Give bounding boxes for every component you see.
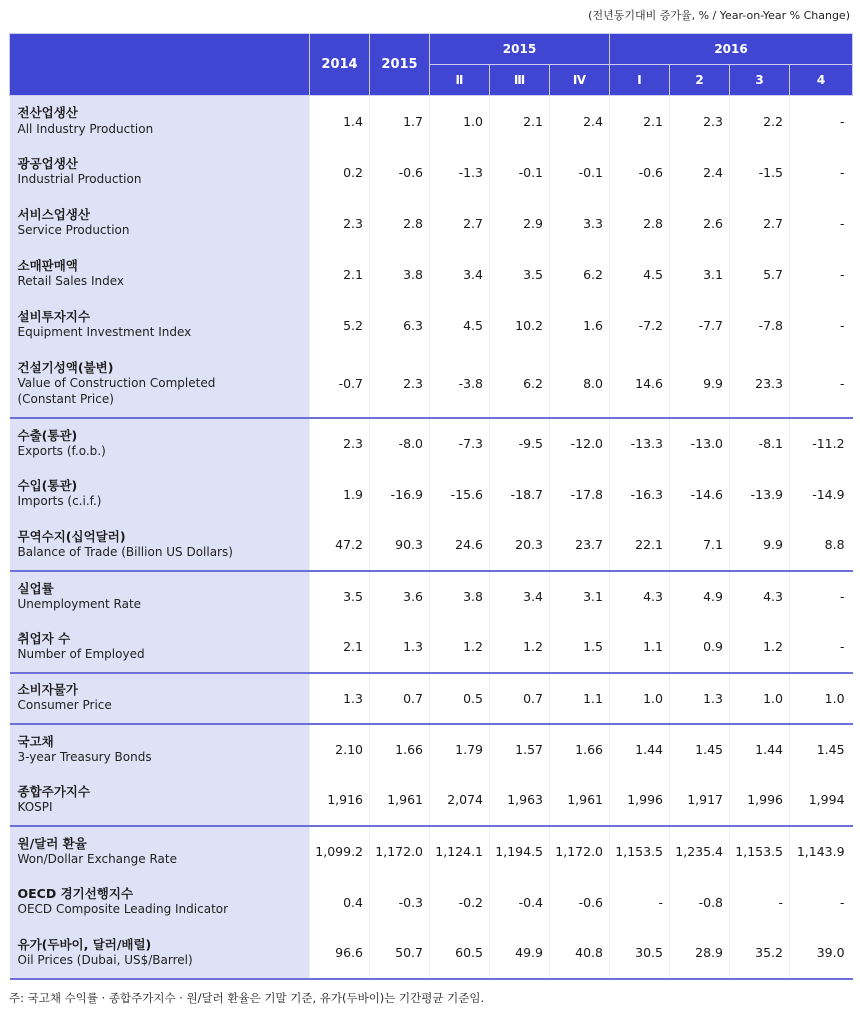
table-cell: 2.1 <box>310 622 370 673</box>
table-cell: 2.10 <box>310 724 370 775</box>
table-cell: 1.66 <box>550 724 610 775</box>
table-cell: 1.0 <box>610 673 670 724</box>
table-cell: -11.2 <box>790 418 853 469</box>
table-cell: -7.8 <box>730 300 790 351</box>
table-cell: 1.44 <box>730 724 790 775</box>
table-cell: -0.7 <box>310 351 370 418</box>
row-label-english: KOSPI <box>17 799 53 814</box>
table-cell: -14.6 <box>670 469 730 520</box>
row-label-english: Industrial Production <box>17 172 142 187</box>
table-cell: 1,961 <box>370 775 430 826</box>
table-row <box>10 724 853 775</box>
row-label-english: Oil Prices (Dubai, US$/Barrel) <box>17 952 193 967</box>
table-cell: 2.7 <box>730 198 790 249</box>
table-cell: 1.3 <box>310 673 370 724</box>
table-cell: 2.1 <box>310 249 370 300</box>
table-row <box>10 351 853 418</box>
table-cell: 3.5 <box>310 571 370 622</box>
table-cell: 9.9 <box>670 351 730 418</box>
row-label-english: Balance of Trade (Billion US Dollars) <box>17 544 233 559</box>
table-cell: 39.0 <box>790 928 853 979</box>
row-label-english: Number of Employed <box>17 646 145 661</box>
table-cell: 1.3 <box>670 673 730 724</box>
table-cell: -0.6 <box>550 877 610 928</box>
table-cell: -1.3 <box>430 147 490 198</box>
table-cell: 3.5 <box>490 249 550 300</box>
table-cell: -8.0 <box>370 418 430 469</box>
table-cell: 3.6 <box>370 571 430 622</box>
economic-indicators-table <box>9 33 853 980</box>
header-group-2015: 2015 <box>430 34 610 65</box>
row-label <box>10 147 310 198</box>
row-label-english: Value of Construction Completed <box>17 376 216 391</box>
row-label-korean: OECD 경기선행지수 <box>17 886 134 902</box>
table-cell: 2.4 <box>550 96 610 147</box>
header-2015-q3: Ⅲ <box>490 65 550 96</box>
row-label <box>10 469 310 520</box>
footnote: 주: 국고채 수익률 · 종합주가지수 · 원/달러 환율은 기말 기준, 유가(두바이)는 기간평균 기준임. <box>9 991 485 1005</box>
table-cell: 2.1 <box>490 96 550 147</box>
table-cell: 6.2 <box>490 351 550 418</box>
row-label <box>10 300 310 351</box>
table-cell: 3.4 <box>430 249 490 300</box>
table-cell: 40.8 <box>550 928 610 979</box>
table-cell: -14.9 <box>790 469 853 520</box>
table-cell: 1.9 <box>310 469 370 520</box>
row-label-english: Retail Sales Index <box>17 274 125 289</box>
header-2015-q2: Ⅱ <box>430 65 490 96</box>
table-cell: 49.9 <box>490 928 550 979</box>
table-cell: 2.8 <box>370 198 430 249</box>
table-cell: -13.3 <box>610 418 670 469</box>
table-cell: -8.1 <box>730 418 790 469</box>
row-label-korean: 국고채 <box>17 733 54 749</box>
table-cell: -16.3 <box>610 469 670 520</box>
table-row <box>10 622 853 673</box>
row-label-korean: 취업자 수 <box>17 630 71 646</box>
table-cell: - <box>790 96 853 147</box>
table-cell: - <box>730 877 790 928</box>
table-cell: -0.4 <box>490 877 550 928</box>
table-cell: 23.3 <box>730 351 790 418</box>
row-label <box>10 673 310 724</box>
table-cell: 1.7 <box>370 96 430 147</box>
table-cell: 2,074 <box>430 775 490 826</box>
table-cell: 1.66 <box>370 724 430 775</box>
table-row <box>10 147 853 198</box>
table-cell: 35.2 <box>730 928 790 979</box>
table-cell: 1,996 <box>730 775 790 826</box>
table-cell: 1.0 <box>790 673 853 724</box>
table-row <box>10 198 853 249</box>
row-label-english: Imports (c.i.f.) <box>17 494 102 509</box>
table-cell: 7.1 <box>670 520 730 571</box>
table-cell: 1,916 <box>310 775 370 826</box>
table-cell: - <box>790 877 853 928</box>
table-cell: 1,961 <box>550 775 610 826</box>
header-2015-q4: Ⅳ <box>550 65 610 96</box>
table-cell: 0.4 <box>310 877 370 928</box>
table-row <box>10 418 853 469</box>
table-cell: 96.6 <box>310 928 370 979</box>
table-cell: 0.2 <box>310 147 370 198</box>
table-cell: -18.7 <box>490 469 550 520</box>
row-label <box>10 775 310 826</box>
row-label-korean: 수출(통관) <box>17 427 78 443</box>
table-row <box>10 928 853 979</box>
table-cell: 1,153.5 <box>730 826 790 877</box>
table-cell: 2.3 <box>670 96 730 147</box>
header-corner <box>10 34 310 96</box>
table-cell: -13.9 <box>730 469 790 520</box>
table-cell: 2.9 <box>490 198 550 249</box>
row-label <box>10 826 310 877</box>
table-cell: 2.4 <box>670 147 730 198</box>
table-cell: -7.2 <box>610 300 670 351</box>
table-cell: - <box>790 147 853 198</box>
table-cell: 6.3 <box>370 300 430 351</box>
table-cell: 3.1 <box>550 571 610 622</box>
header-year-2014: 2014 <box>310 34 370 96</box>
table-cell: 28.9 <box>670 928 730 979</box>
table-cell: 1.57 <box>490 724 550 775</box>
header-year-2015: 2015 <box>370 34 430 96</box>
table-cell: - <box>790 622 853 673</box>
row-label-korean: 수입(통관) <box>17 478 78 494</box>
row-label-korean: 소매판매액 <box>17 258 78 274</box>
table-cell: - <box>610 877 670 928</box>
table-cell: 3.4 <box>490 571 550 622</box>
row-label <box>10 724 310 775</box>
table-cell: - <box>790 571 853 622</box>
table-cell: 1.2 <box>490 622 550 673</box>
table-cell: - <box>790 351 853 418</box>
table-cell: 23.7 <box>550 520 610 571</box>
table-cell: 14.6 <box>610 351 670 418</box>
row-label-korean: 건설기성액(불변) <box>17 359 114 375</box>
table-cell: 1,153.5 <box>610 826 670 877</box>
table-cell: -16.9 <box>370 469 430 520</box>
table-cell: 1.45 <box>790 724 853 775</box>
header-2016-m2: 2 <box>670 65 730 96</box>
row-label-english: Consumer Price <box>17 698 112 713</box>
row-label <box>10 520 310 571</box>
row-label-english: Exports (f.o.b.) <box>17 443 106 458</box>
table-cell: -15.6 <box>430 469 490 520</box>
table-row <box>10 673 853 724</box>
table-cell: 6.2 <box>550 249 610 300</box>
table-cell: 9.9 <box>730 520 790 571</box>
table-cell: -0.8 <box>670 877 730 928</box>
row-label <box>10 418 310 469</box>
table-cell: 24.6 <box>430 520 490 571</box>
row-label-korean: 광공업생산 <box>17 156 78 172</box>
table-cell: 0.9 <box>670 622 730 673</box>
row-label-korean: 실업률 <box>17 580 54 596</box>
table-cell: 10.2 <box>490 300 550 351</box>
row-label-korean: 전산업생산 <box>17 105 78 121</box>
table-cell: 0.7 <box>370 673 430 724</box>
table-cell: -13.0 <box>670 418 730 469</box>
table-cell: 47.2 <box>310 520 370 571</box>
table-cell: - <box>790 198 853 249</box>
table-row <box>10 96 853 147</box>
unit-note: (전년동기대비 증가율, % / Year-on-Year % Change) <box>588 9 850 22</box>
table-cell: 1.45 <box>670 724 730 775</box>
row-label-english-sub: (Constant Price) <box>17 391 114 406</box>
header-2016-q1: Ⅰ <box>610 65 670 96</box>
table-cell: 1.0 <box>430 96 490 147</box>
row-label <box>10 96 310 147</box>
table-cell: 1,996 <box>610 775 670 826</box>
table-cell: 1.5 <box>550 622 610 673</box>
table-cell: -1.5 <box>730 147 790 198</box>
table-cell: -12.0 <box>550 418 610 469</box>
table-cell: 8.0 <box>550 351 610 418</box>
row-label-english: OECD Composite Leading Indicator <box>17 902 229 917</box>
table-row <box>10 775 853 826</box>
table-cell: 3.8 <box>430 571 490 622</box>
table-cell: 4.3 <box>730 571 790 622</box>
table-cell: 1,994 <box>790 775 853 826</box>
table-cell: 1,172.0 <box>550 826 610 877</box>
table-cell: 30.5 <box>610 928 670 979</box>
row-label-korean: 원/달러 환율 <box>17 835 87 851</box>
row-label-english: 3-year Treasury Bonds <box>17 749 152 764</box>
table-cell: 1,172.0 <box>370 826 430 877</box>
table-cell: 2.7 <box>430 198 490 249</box>
row-label-korean: 설비투자지수 <box>17 309 90 325</box>
table-cell: 2.3 <box>370 351 430 418</box>
row-label-english: Unemployment Rate <box>17 596 142 611</box>
row-label-korean: 종합주가지수 <box>17 783 90 799</box>
header-group-2016: 2016 <box>610 34 853 65</box>
table-row <box>10 877 853 928</box>
row-label <box>10 877 310 928</box>
table-cell: 1.79 <box>430 724 490 775</box>
row-label-korean: 서비스업생산 <box>17 207 90 223</box>
table-cell: 2.3 <box>310 198 370 249</box>
row-label <box>10 249 310 300</box>
table-cell: 1.2 <box>730 622 790 673</box>
table-cell: -0.6 <box>610 147 670 198</box>
table-cell: 1,124.1 <box>430 826 490 877</box>
row-label-english: Service Production <box>17 223 130 238</box>
table-row <box>10 571 853 622</box>
table-cell: 2.1 <box>610 96 670 147</box>
table-cell: 0.7 <box>490 673 550 724</box>
table-cell: 1.0 <box>730 673 790 724</box>
table-cell: 90.3 <box>370 520 430 571</box>
table-cell: 1,099.2 <box>310 826 370 877</box>
table-cell: 1.3 <box>370 622 430 673</box>
row-label <box>10 198 310 249</box>
table-row <box>10 469 853 520</box>
table-cell: 3.8 <box>370 249 430 300</box>
row-label-english: All Industry Production <box>17 121 154 136</box>
table-cell: 1.1 <box>610 622 670 673</box>
table-cell: 4.5 <box>610 249 670 300</box>
table-cell: - <box>790 300 853 351</box>
table-cell: 1.44 <box>610 724 670 775</box>
table-cell: -9.5 <box>490 418 550 469</box>
table-cell: 50.7 <box>370 928 430 979</box>
row-label-korean: 유가(두바이, 달러/배럴) <box>17 936 152 952</box>
table-cell: 5.2 <box>310 300 370 351</box>
table-cell: 3.3 <box>550 198 610 249</box>
table-cell: -0.2 <box>430 877 490 928</box>
table-cell: -3.8 <box>430 351 490 418</box>
table-cell: 1.4 <box>310 96 370 147</box>
table-cell: -7.7 <box>670 300 730 351</box>
table-cell: 1.2 <box>430 622 490 673</box>
table-cell: -7.3 <box>430 418 490 469</box>
row-label-korean: 무역수지(십억달러) <box>17 528 126 544</box>
table-cell: 4.9 <box>670 571 730 622</box>
table-cell: 1.1 <box>550 673 610 724</box>
table-cell: 4.3 <box>610 571 670 622</box>
table-cell: 3.1 <box>670 249 730 300</box>
table-cell: 2.6 <box>670 198 730 249</box>
table-cell: 4.5 <box>430 300 490 351</box>
table-cell: - <box>790 249 853 300</box>
row-label-english: Equipment Investment Index <box>17 325 192 340</box>
table-cell: 2.3 <box>310 418 370 469</box>
table-cell: 0.5 <box>430 673 490 724</box>
table-cell: 1,917 <box>670 775 730 826</box>
table-cell: -0.1 <box>490 147 550 198</box>
table-body <box>10 96 853 979</box>
table-cell: -17.8 <box>550 469 610 520</box>
row-label-english: Won/Dollar Exchange Rate <box>17 851 177 866</box>
table-cell: 5.7 <box>730 249 790 300</box>
table-cell: 8.8 <box>790 520 853 571</box>
table-cell: 1.6 <box>550 300 610 351</box>
table-cell: 1,194.5 <box>490 826 550 877</box>
row-label <box>10 622 310 673</box>
table-cell: 60.5 <box>430 928 490 979</box>
table-row <box>10 826 853 877</box>
table-cell: 2.8 <box>610 198 670 249</box>
table-cell: 1,143.9 <box>790 826 853 877</box>
row-label <box>10 571 310 622</box>
table-cell: 1,963 <box>490 775 550 826</box>
header-2016-m4: 4 <box>790 65 853 96</box>
table-row <box>10 520 853 571</box>
row-label-korean: 소비자물가 <box>17 682 78 698</box>
header-2016-m3: 3 <box>730 65 790 96</box>
row-label <box>10 351 310 418</box>
table-cell: 1,235.4 <box>670 826 730 877</box>
table-cell: -0.1 <box>550 147 610 198</box>
table-row <box>10 300 853 351</box>
table-cell: 20.3 <box>490 520 550 571</box>
row-label <box>10 928 310 979</box>
table-cell: 22.1 <box>610 520 670 571</box>
table-cell: 2.2 <box>730 96 790 147</box>
table-cell: -0.6 <box>370 147 430 198</box>
table-row <box>10 249 853 300</box>
table-cell: -0.3 <box>370 877 430 928</box>
